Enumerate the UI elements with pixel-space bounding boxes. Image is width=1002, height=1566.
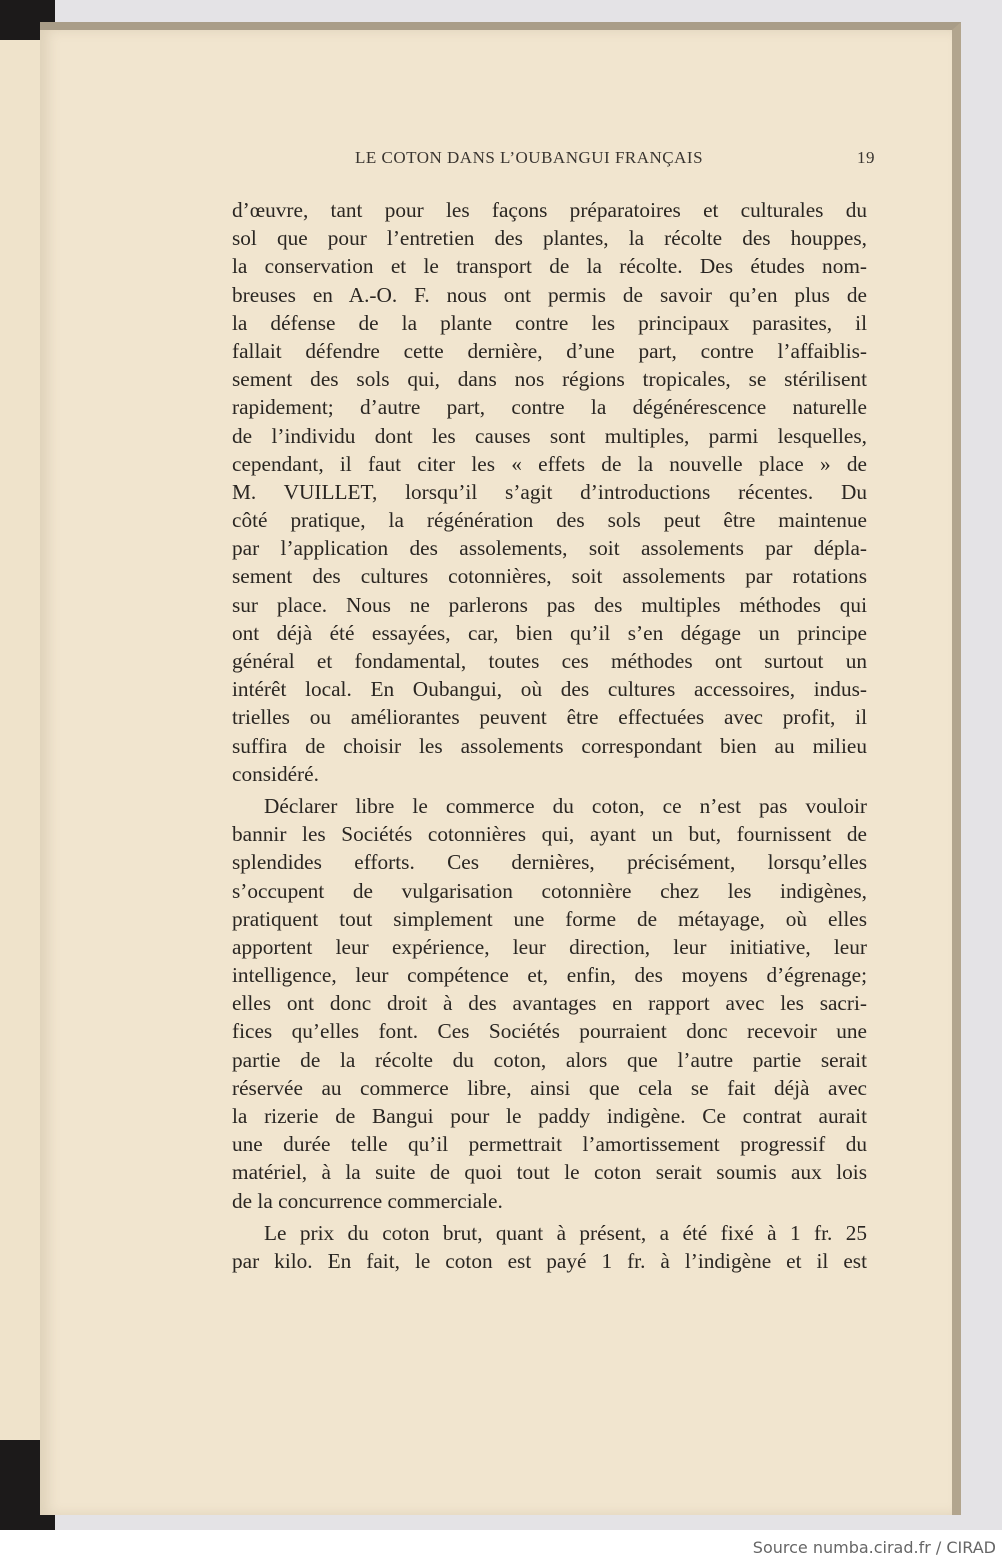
text-line: Le prix du coton brut, quant à présent, a été fixé à 1 fr. 25 (264, 1220, 867, 1245)
body-text (232, 196, 867, 1275)
text-line: sol que pour l’entretien des plantes, la récolte des houppes, (232, 226, 867, 251)
paragraph (232, 196, 867, 788)
text-line: d’œuvre, tant pour les façons préparatoires et culturales du (232, 198, 867, 222)
text-line: matériel, à la suite de quoi tout le coton serait soumis aux lois (232, 1160, 867, 1185)
text-line: cependant, il faut citer les « effets de la nouvelle place » de (232, 451, 867, 476)
text-line: suffira de choisir les assolements correspondant bien au milieu (232, 733, 867, 758)
text-line: général et fondamental, toutes ces méthodes ont surtout un (232, 649, 867, 673)
text-line: sement des cultures cotonnières, soit assolements par rotations (232, 564, 867, 589)
text-line: fallait défendre cette dernière, d’une part, contre l’affaiblis- (232, 338, 867, 363)
text-line: M. VUILLET, lorsqu’il s’agit d’introductions récentes. Du (232, 479, 867, 504)
text-line: réservée au commerce libre, ainsi que cela se fait déjà avec (232, 1075, 867, 1100)
page-number: 19 (857, 148, 875, 167)
text-line: pratiquent tout simplement une forme de métayage, où elles (232, 906, 867, 931)
text-line: côté pratique, la régénération des sols peut être maintenue (232, 508, 867, 533)
text-line: de la concurrence commerciale. (232, 1188, 503, 1213)
running-title: LE COTON DANS L’OUBANGUI FRANÇAIS (355, 148, 704, 167)
text-line: fices qu’elles font. Ces Sociétés pourraient donc recevoir une (232, 1019, 867, 1044)
text-line: de l’individu dont les causes sont multiples, parmi lesquelles, (232, 423, 867, 448)
text-line: rapidement; d’autre part, contre la dégénérescence naturelle (232, 395, 867, 420)
paragraph (232, 792, 867, 1215)
text-line: la défense de la plante contre les principaux parasites, il (232, 310, 867, 335)
text-line: bannir les Sociétés cotonnières qui, ayant un but, fournissent de (232, 822, 867, 847)
text-line: par kilo. En fait, le coton est payé 1 fr. à l’indigène et il est (232, 1248, 867, 1273)
text-line: la rizerie de Bangui pour le paddy indigène. Ce contrat aurait (232, 1104, 867, 1128)
text-line: Déclarer libre le commerce du coton, ce n’est pas vouloir (264, 793, 867, 818)
text-line: intérêt local. En Oubangui, où des cultures accessoires, indus- (232, 677, 867, 702)
text-line: sur place. Nous ne parlerons pas des multiples méthodes qui (232, 592, 867, 617)
source-caption: Source numba.cirad.fr / CIRAD (752, 1538, 996, 1557)
text-line: ont déjà été essayées, car, bien qu’il s’en dégage un principe (232, 620, 867, 645)
paragraph (232, 1219, 867, 1275)
text-line: une durée telle qu’il permettrait l’amortissement progressif du (232, 1132, 867, 1157)
running-header (355, 148, 875, 168)
text-line: trielles ou améliorantes peuvent être effectuées avec profit, il (232, 705, 867, 730)
text-line: la conservation et le transport de la récolte. Des études nom- (232, 254, 867, 279)
text-line: splendides efforts. Ces dernières, précisément, lorsqu’elles (232, 850, 867, 875)
text-line: elles ont donc droit à des avantages en rapport avec les sacri- (232, 991, 867, 1016)
text-line: sement des sols qui, dans nos régions tropicales, se stérilisent (232, 367, 867, 392)
text-line: apportent leur expérience, leur direction, leur initiative, leur (232, 934, 867, 959)
text-line: s’occupent de vulgarisation cotonnière chez les indigènes, (232, 878, 867, 903)
text-line: partie de la récolte du coton, alors que l’autre partie serait (232, 1047, 867, 1072)
text-line: considéré. (232, 761, 319, 786)
text-line: intelligence, leur compétence et, enfin, des moyens d’égrenage; (232, 963, 867, 988)
text-line: par l’application des assolements, soit assolements par dépla- (232, 536, 867, 561)
left-page-edge (0, 40, 43, 1440)
text-line: breuses en A.-O. F. nous ont permis de savoir qu’en plus de (232, 282, 867, 307)
